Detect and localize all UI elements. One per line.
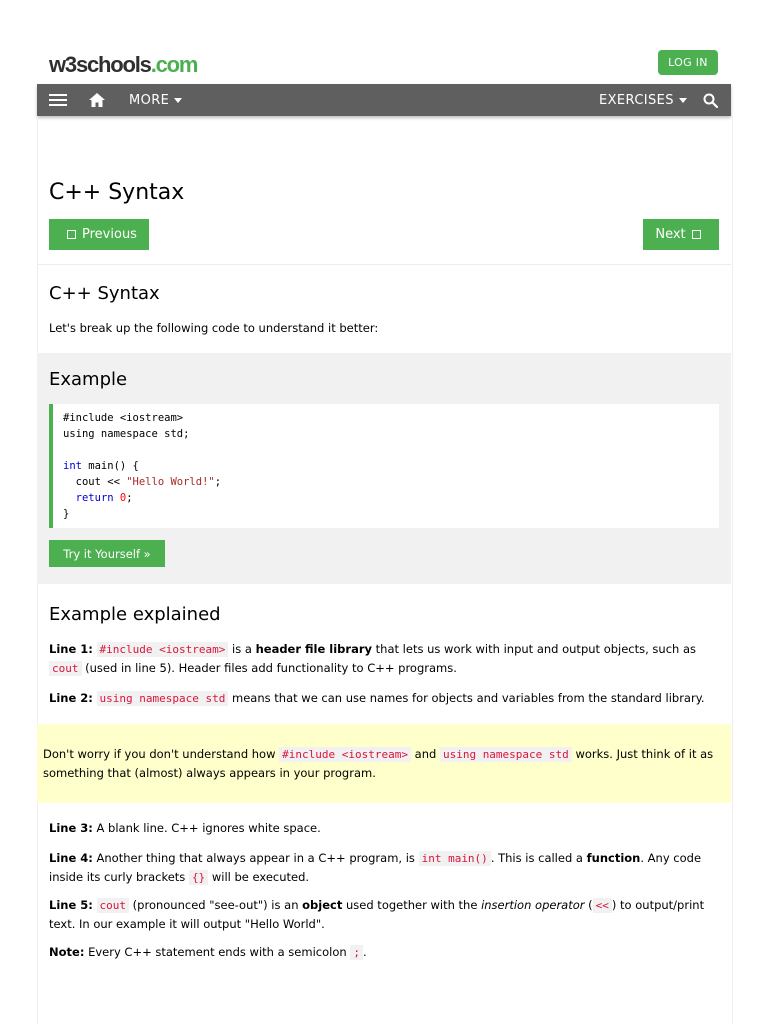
next-button[interactable]: Next	[643, 219, 719, 250]
w3schools-logo[interactable]: w3schools.com	[49, 52, 198, 77]
line1-explanation: Line 1: #include <iostream> is a header file library that lets us work with input and output objects, such as cout (used in line 5). Header files add functionality to C++ programs.	[49, 642, 697, 675]
more-label: MORE	[129, 92, 170, 108]
caret-down-icon	[679, 98, 687, 103]
search-icon	[703, 93, 718, 108]
line3-explanation: Line 3: A blank line. C++ ignores white space.	[49, 821, 321, 835]
line5-explanation: Line 5: cout (pronounced "see-out") is an object used together with the insertion operator ( << ) to output/print text. In our example it will output "Hello World".	[49, 898, 705, 931]
section-title: C++ Syntax	[49, 283, 160, 304]
caret-down-icon	[174, 98, 182, 103]
divider	[37, 264, 731, 265]
example-title: Example	[49, 369, 128, 390]
section-intro: Let's break up the following code to understand it better:	[49, 321, 379, 335]
next-icon	[692, 230, 701, 239]
previous-icon	[67, 230, 76, 239]
try-it-yourself-button[interactable]: Try it Yourself »	[49, 540, 165, 567]
menu-button[interactable]	[49, 84, 67, 116]
more-menu[interactable]	[129, 84, 182, 116]
semicolon-note: Note: Every C++ statement ends with a semicolon ; .	[49, 945, 367, 959]
note-text: Don't worry if you don't understand how #include <iostream> and using namespace std works. Just think of it as something that (almost) always appears in your program.	[43, 747, 714, 780]
explained-title: Example explained	[49, 604, 221, 625]
line4-explanation: Line 4: Another thing that always appear in a C++ program, is int main() . This is called a function. Any code inside its curly brackets {} will be executed.	[49, 851, 702, 884]
previous-button[interactable]: Previous	[49, 219, 149, 250]
search-button[interactable]	[703, 84, 718, 116]
login-button[interactable]: LOG IN	[658, 50, 718, 75]
home-button[interactable]	[89, 84, 105, 116]
exercises-label: EXERCISES	[599, 92, 674, 108]
exercises-menu[interactable]	[599, 84, 687, 116]
page-title: C++ Syntax	[49, 180, 185, 205]
hamburger-icon	[49, 99, 67, 101]
code-example: #include <iostream> using namespace std; int main() { cout << "Hello World!"; return 0; }	[49, 404, 719, 528]
home-icon	[89, 93, 105, 107]
line2-explanation: Line 2: using namespace std means that we can use names for objects and variables from the standard library.	[49, 691, 705, 705]
top-navigation-bar	[37, 84, 731, 116]
